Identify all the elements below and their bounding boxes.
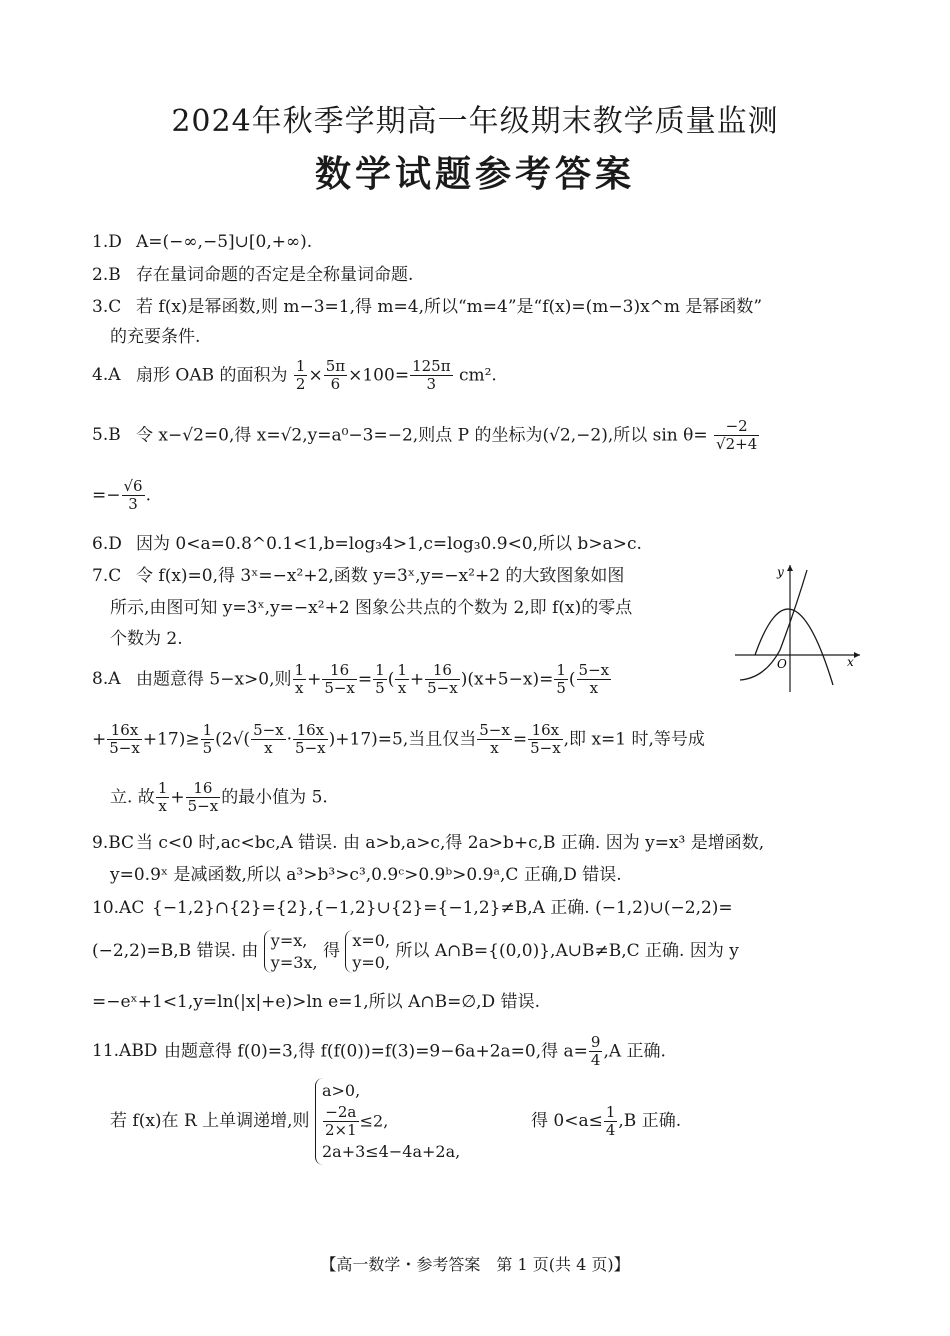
curve-exponential [740,570,807,680]
curve-parabola [755,609,833,685]
answer-4: 4.A 扇形 OAB 的面积为 $\frac{1}{2}$ × $\frac{5\pi}{6}$ ×100= $\frac{125\pi}{3}$ cm². [92,357,497,394]
answer-3-cont: 的充要条件. [110,327,201,347]
answer-9-cont: y=0.9ˣ 是减函数,所以 a³>b³>c³,0.9ᶜ>0.9ᵇ>0.9ᵃ,C 正确,D 错误. [110,865,622,885]
answer-7-cont1: 所示,由图可知 y=3ˣ,y=−x²+2 图象公共点的个数为 2,即 f(x)的零点 [110,598,633,618]
graph-x-label: x [847,655,854,669]
answer-8: 8.A 由题意得 5−x>0,则 $\frac{1}{x}$ + $\frac{16}{5-x}$ = $\frac{1}{5}$ ( $\frac{1}{x}$ + $\frac{16}{5-x}$ )(x+5−x)= $\frac{1}{5}$ ( $\frac{5-x}{x}$ [92,661,610,698]
answer-2: 2.B 存在量词命题的否定是全称量词命题. [92,265,414,285]
answer-1: 1.D A=(−∞,−5]∪[0,+∞). [92,232,313,252]
function-graph [735,560,865,695]
answer-5: 5.B 令 x−√2=0,得 x=√2,y=a⁰−3=−2,则点 P 的坐标为(√2,−2),所以 sin θ= $\frac{-2}{√2+4}$ [92,417,758,454]
answer-8-cont1: + $\frac{16x}{5-x}$ +17)≥ $\frac{1}{5}$ (2√( $\frac{5-x}{x}$ · $\frac{16x}{5-x}$ )+17)=5,当且仅当 $\frac{5-x}{x}$ = $\frac{16x}{5-x}$ ,即 x=1 时,等号成 [92,721,705,758]
answer-5-cont: =− $\frac{√6}{3}$ . [92,477,152,514]
answer-6: 6.D 因为 0<a=0.8^0.1<1,b=log₃4>1,c=log₃0.9<0,所以 b>a>c. [92,534,642,554]
answer-7-cont2: 个数为 2. [110,629,183,649]
answer-10-cont1: (−2,2)=B,B 错误. 由 y=x, y=3x, 得 x=0, y=0, 所以 A∩B={(0,0)},A∪B≠B,C 正确. 因为 y [92,931,739,972]
page-footer: 【高一数学・参考答案 第 1 页(共 4 页)】 [320,1255,630,1274]
answer-10: 10.AC {−1,2}∩{2}={2},{−1,2}∪{2}={−1,2}≠B,A 正确. (−1,2)∪(−2,2)= [92,898,733,918]
answer-3: 3.C 若 f(x)是幂函数,则 m−3=1,得 m=4,所以“m=4”是“f(x)=(m−3)x^m 是幂函数” [92,297,763,317]
page-subtitle: 数学试题参考答案 [314,153,635,195]
answer-9: 9.BC 当 c<0 时,ac<bc,A 错误. 由 a>b,a>c,得 2a>b+c,B 正确. 因为 y=x³ 是增函数, [92,833,765,853]
answer-7: 7.C 令 f(x)=0,得 3ˣ=−x²+2,函数 y=3ˣ,y=−x²+2 的大致图象如图 [92,566,625,586]
answer-11: 11.ABD 由题意得 f(0)=3,得 f(f(0))=f(3)=9−6a+2a=0,得 a= $\frac{9}{4}$ ,A 正确. [92,1033,666,1070]
answer-8-cont2: 立. 故 $\frac{1}{x}$ + $\frac{16}{5-x}$ 的最小值为 5. [110,779,328,816]
answer-11-cont: 若 f(x)在 R 上单调递增,则 a>0, $\frac{-2a}{2\times 1}$ ≤2, 2a+3≤4−4a+2a, 得 0<a≤ $\frac{1}{4}$ ,B 正确. [110,1078,681,1165]
graph-origin-label: O [777,657,787,671]
answer-10-cont2: =−eˣ+1<1,y=ln(|x|+e)>ln e=1,所以 A∩B=∅,D 错误. [92,992,540,1012]
page-title: 2024年秋季学期高一年级期末教学质量监测 [171,104,779,139]
graph-y-label: y [777,565,784,579]
